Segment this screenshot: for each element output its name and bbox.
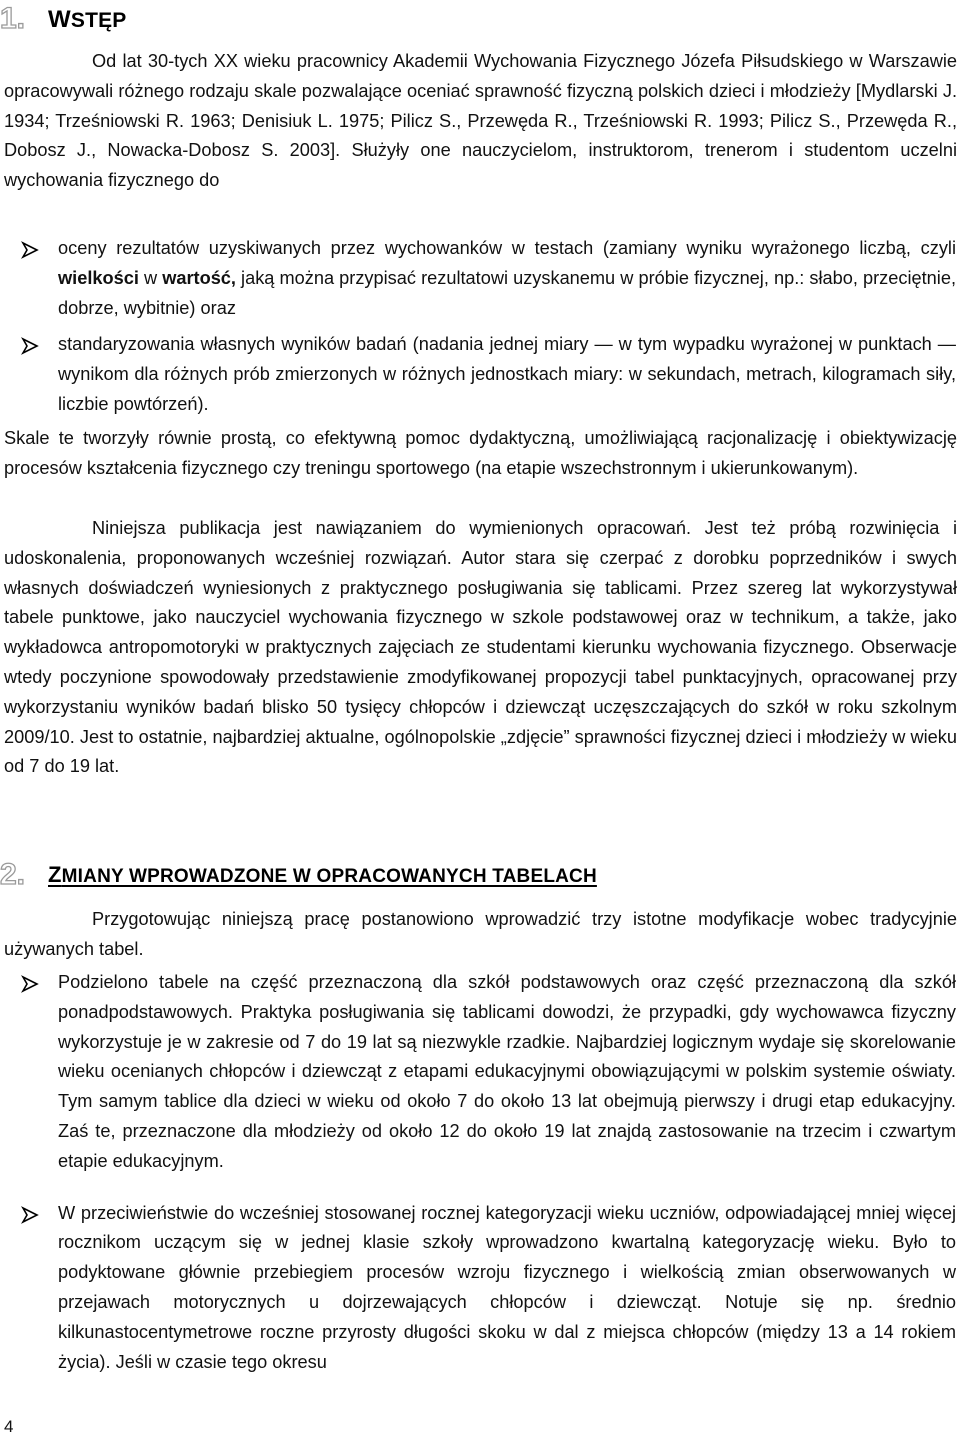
section-heading-2 — [0, 860, 597, 890]
section-title: ZMIANY WPROWADZONE W OPRACOWANYCH TABELACH — [48, 862, 597, 887]
page-number: 4 — [4, 1417, 14, 1436]
section-number: 2. — [0, 858, 26, 891]
list-item: standaryzowania własnych wyników badań (nadania jednej miary — w tym wypadku wyrażonej w punktach — wynikom dla różnych prób zmierzonych w różnych jednostkach miary: w sekundach, metrach, kilogramach siły, liczbie powtórzeń). — [0, 330, 956, 419]
paragraph: Przygotowując niniejszą pracę postanowiono wprowadzić trzy istotne modyfikacje wobec tradycyjnie używanych tabel. — [4, 909, 957, 959]
paragraph: Niniejsza publikacja jest nawiązaniem do wymienionych opracowań. Jest też próbą rozwinięcia i udoskonalenia, proponowanych wcześniej rozwiązań. Autor stara się czerpać z dorobku poprzedników i swych własnych doświadczeń wyniesionych z praktycznego posługiwania się tablicami. Przez szereg lat wykorzystywał tabele punktowe, jako nauczyciel wychowania fizycznego w szkole podstawowej oraz w technikum, a także, jako wykładowca antropomotoryki w praktycznych zajęciach ze studentami kierunku wychowania fizycznego. Obserwacje wtedy poczynione spowodowały przedstawienie zmodyfikowanej propozycji tabel punktacyjnych, opracowanej przy wykorzystaniu wyników badań blisko 50 tysięcy chłopców i dziewcząt uczęszczających do szkół w roku szkolnym 2009/10. Jest to ostatnie, najbardziej aktualne, ogólnopolskie „zdjęcie” sprawności fizycznej dzieci i młodzieży w wieku od 7 do 19 lat. — [4, 518, 957, 777]
bullet-list-1 — [0, 234, 960, 427]
paragraph: Skale te tworzyły równie prostą, co efektywną pomoc dydaktyczną, umożliwiającą racjonalizację i obiektywizację procesów kształcenia fizycznego czy treningu sportowego (na etapie wszechstronnym i ukierunkowanym). — [4, 428, 957, 478]
list-item: oceny rezultatów uzyskiwanych przez wychowanków w testach (zamiany wyniku wyrażonego liczbą, czyli wielkości w wartość, jaką można przypisać rezultatowi uzyskanemu w próbie fizycznej, np.: słabo, przeciętnie, dobrze, wybitnie) oraz — [0, 234, 956, 323]
section-number: 1. — [0, 2, 26, 35]
bullet-list-2 — [0, 968, 960, 1399]
intro-paragraph: Od lat 30-tych XX wieku pracownicy Akademii Wychowania Fizycznego Józefa Piłsudskiego w Warszawie opracowywali różnego rodzaju skale pozwalające oceniać sprawność fizyczną polskich dzieci i młodzieży [Mydlarski J. 1934; Trześniowski R. 1963; Denisiuk L. 1975; Pilicz S., Przewęda R., Trześniowski R. 1993; Pilicz S., Przewęda R., Dobosz J., Nowacka-Dobosz S. 2003]. Służyły one nauczycielom, instruktorom, trenerom i studentom uczelni wychowania fizycznego do — [4, 51, 957, 191]
section-title: WSTĘP — [48, 6, 127, 33]
list-item: W przeciwieństwie do wcześniej stosowanej rocznej kategoryzacji wieku uczniów, odpowiadającej mniej więcej rocznikom uczącym się w jednej klasie szkoły wprowadzono kwartalną kategoryzację wieku. Było to podyktowane głównie przebiegiem procesów wzroju fizycznego i wielkością zmian obserwowanych w przejawach motorycznych u dojrzewających chłopców i dziewcząt. Notuje się np. średnio kilkunastocentymetrowe roczne przyrosty długości skoku w dal z miejsca chłopców (między 13 a 14 rokiem życia). Jeśli w czasie tego okresu — [0, 1199, 956, 1378]
section-heading-1 — [0, 4, 127, 34]
list-item: Podzielono tabele na część przeznaczoną dla szkół podstawowych oraz część przeznaczoną dla szkół ponadpodstawowych. Praktyka posługiwania się tablicami dowodzi, że przypadki, gdy wychowawca fizyczny wykorzystuje je w zakresie od 7 do 19 lat są niezwykle rzadkie. Najbardziej logicznym wydaje się skorelowanie wieku ocenianych chłopców i dziewcząt z etapami edukacyjnymi obowiązującymi w polskim systemie oświaty. Tym samym tablice dla dzieci w wieku od około 7 do około 13 lat obejmują pierwszy i drugi etap edukacyjny. Zaś te, przeznaczone dla młodzieży od około 12 do około 19 lat znajdą zastosowanie na trzecim i czwartym etapie edukacyjnym. — [0, 968, 956, 1177]
